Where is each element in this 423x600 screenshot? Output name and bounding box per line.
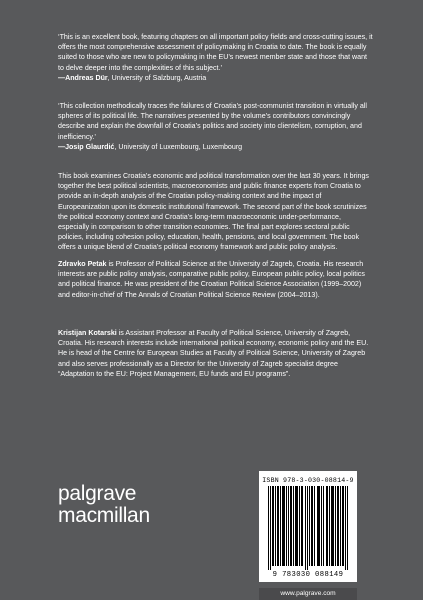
quote-text: ‘This collection methodically traces the failures of Croatia’s post-communist transition in virtually all spheres of its political life. The narratives presented by the volume’s contributors convincingly describe and explain the downfall of Croatia’s politics and society into clientelism, corruption, and inefficiency.’ [58, 102, 367, 141]
quote-attribution [58, 142, 374, 152]
quote-attribution [58, 73, 374, 83]
author-bio-2 [58, 328, 374, 379]
bio-paragraph [58, 259, 374, 300]
endorsement-quote-2 [58, 101, 374, 152]
quote-author: —Andreas Dür [58, 73, 108, 82]
publisher-website: www.palgrave.com [259, 588, 357, 600]
bio-paragraph [58, 328, 374, 379]
ean-number: 9 783030 088149 [272, 571, 344, 579]
isbn-label: ISBN 978-3-030-08814-9 [262, 477, 354, 484]
bio-text: is Assistant Professor at Faculty of Political Science, University of Zagreb, Croatia. His research interests include international political economy, economic policy and the EU. He is head of the Centre for European Studies at Faculty of Political Science, University of Zagreb and also serves professionally as a Director for the University of Zagreb specialist degree “Adaptation to the EU: Project Management, EU funds and EU programs”. [58, 329, 369, 378]
quote-affiliation: , University of Salzburg, Austria [107, 73, 207, 82]
description-text: This book examines Croatia’s economic and political transformation over the last 30 years. It brings together the best political scientists, macroeconomists and public finance experts from Croatia to provide an in-depth analysis of the Croatian policy-making context and the impact of Europeanization upon its domestic institutional framework. The second part of the book scrutinizes the political economy context and Croatia’s long-term macroeconomic under-performance, especially in comparison to other transition economies. The final part explores sectoral public policies, including cohesion policy, education, health, pensions, and local government. The book offers a unique blend of Croatia’s political economy framework and public policy analysis. [58, 172, 369, 252]
barcode-icon [268, 486, 348, 570]
publisher-logo-line2: macmillan [58, 504, 150, 527]
barcode-panel [259, 471, 357, 582]
bio-name: Kristijan Kotarski [58, 329, 117, 337]
quote-author: —Josip Glaurdić [58, 142, 115, 151]
quote-text: ‘This is an excellent book, featuring chapters on all important policy fields and cross-cutting issues, it offers the most comprehensive assessment of policymaking in Croatia to date. The book is equally suited to those who are new to policymaking in the EU’s newest member state and those that want to delve deeper into the complexities of this subject.’ [58, 33, 373, 72]
endorsement-quote-1 [58, 32, 374, 83]
bio-name: Zdravko Petak [58, 260, 107, 268]
author-bio-1 [58, 259, 374, 300]
publisher-logo [58, 483, 150, 527]
bio-text: is Professor of Political Science at the University of Zagreb, Croatia. His research interests are public policy analysis, comparative public policy, European public policy, local politics and political finance. He was president of the Croatian Political Science Association (1999–2002) and editor-in-chief of The Annals of Croatian Political Science Review (2004–2013). [58, 260, 365, 299]
book-description [58, 171, 374, 253]
quote-affiliation: , University of Luxembourg, Luxembourg [114, 142, 243, 151]
publisher-logo-line1: palgrave [58, 482, 137, 505]
